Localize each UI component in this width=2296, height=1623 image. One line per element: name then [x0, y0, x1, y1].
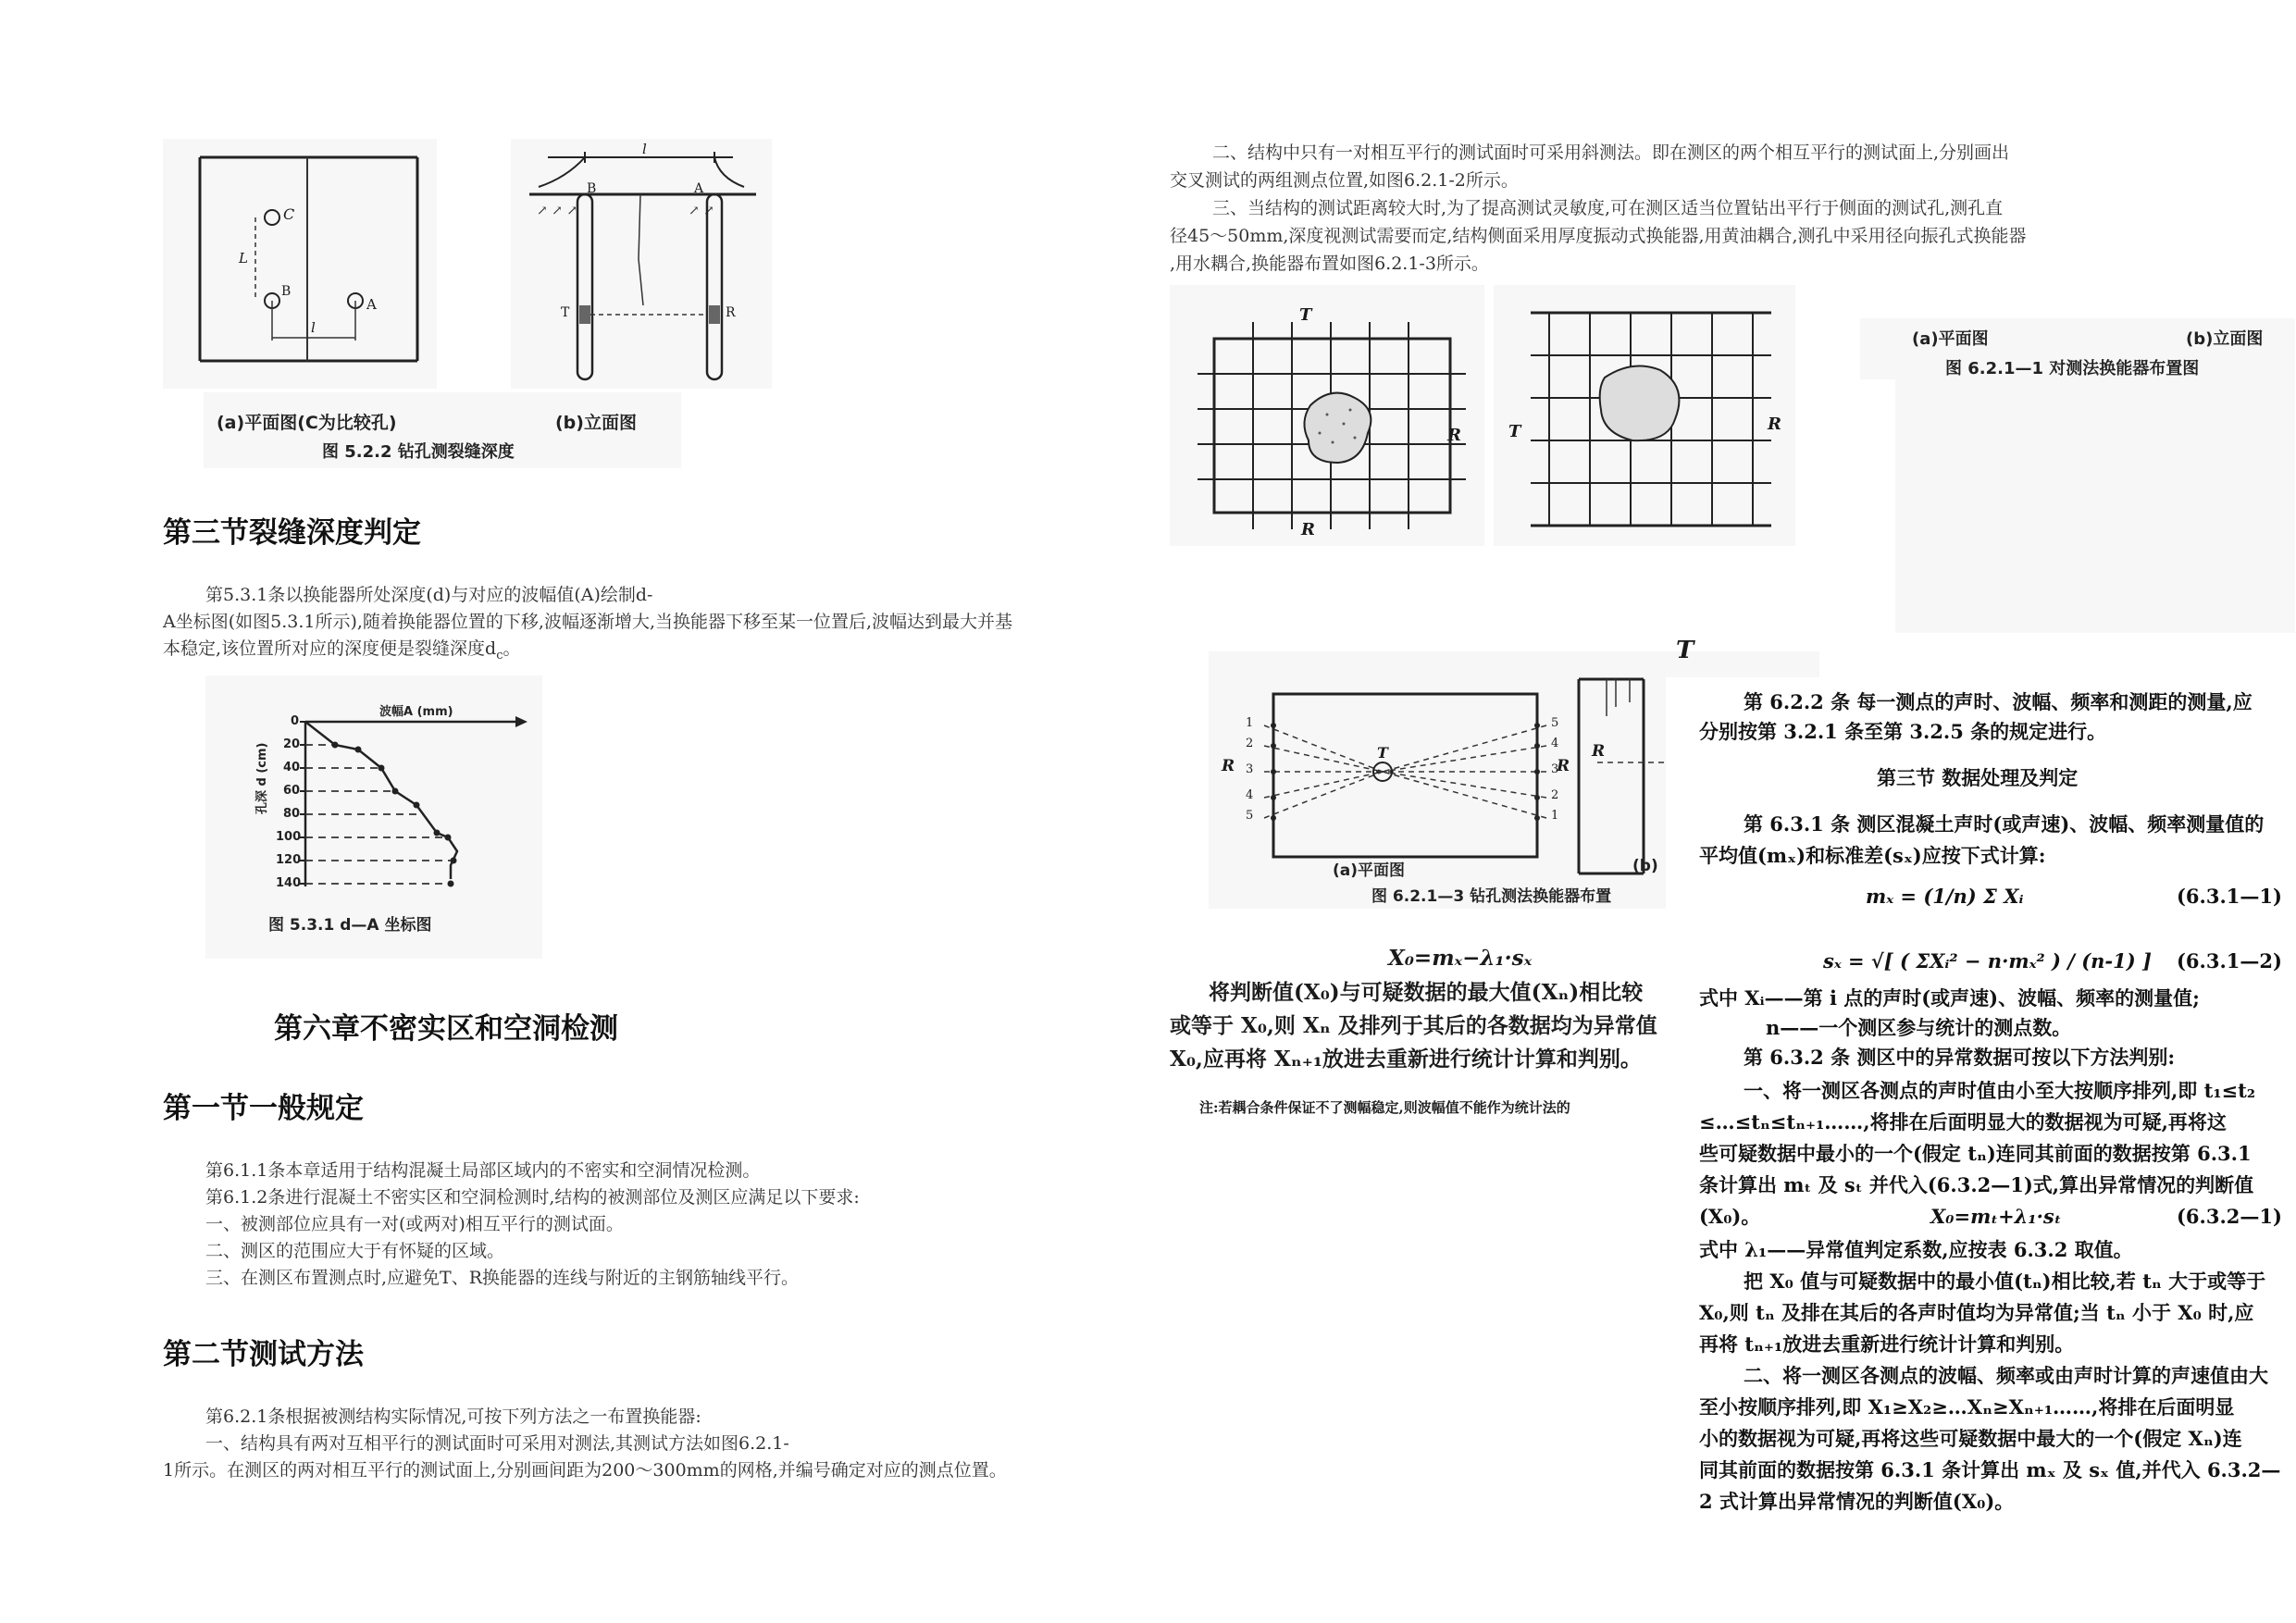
para-line: 2 式计算出异常情况的判断值(X₀)。 [1699, 1490, 2015, 1513]
tick-label: 20 [283, 737, 301, 751]
para-line: 把 X₀ 值与可疑数据中的最小值(tₙ)相比较,若 tₙ 大于或等于 [1744, 1270, 2266, 1293]
caption-elevation: (b)立面图 [555, 413, 637, 433]
svg-text:↗ ↗ ↗: ↗ ↗ ↗ [537, 204, 578, 218]
label-l-upper: L [239, 250, 248, 266]
num-right: 2 [1551, 788, 1559, 802]
para-line: 小的数据视为可疑,再将这些可疑数据中最大的一个(假定 Xₙ)连 [1699, 1427, 2242, 1450]
panel-gap [1860, 379, 1895, 633]
section-heading: 第三节 数据处理及判定 [1877, 766, 2079, 789]
label-r-right: R [1768, 415, 1781, 434]
label-t-center: T [1377, 744, 1388, 762]
num-left: 2 [1246, 737, 1254, 750]
para-line: 第 6.3.1 条 测区混凝土声时(或声速)、波幅、频率测量值的 [1744, 812, 2265, 836]
tick-label: 60 [283, 784, 301, 798]
equation-sx: sₓ = √[ ( ΣXᵢ² − n·mₓ² ) / (n-1) ] [1823, 949, 2152, 973]
label-r-right: R [1447, 426, 1461, 445]
para-line: ,用水耦合,换能器布置如图6.2.1-3所示。 [1170, 254, 1489, 274]
para-line [163, 637, 521, 668]
para-line: ≤…≤tₙ≤tₙ₊₁……,将排在后面明显大的数据视为可疑,再将这 [1699, 1110, 2227, 1134]
label-c: C [283, 205, 295, 223]
tick-label: 140 [276, 876, 302, 890]
tick-label: 40 [283, 761, 301, 774]
para-line: 一、被测部位应具有一对(或两对)相互平行的测试面。 [205, 1214, 624, 1234]
para-line: 三、当结构的测试距离较大时,为了提高测试灵敏度,可在测区适当位置钻出平行于侧面的测试孔,测孔直 [1212, 198, 2004, 218]
para-line: 交叉测试的两组测点位置,如图6.2.1-2所示。 [1170, 170, 1519, 191]
para-line: 或等于 X₀,则 Xₙ 及排列于其后的各数据均为异常值 [1170, 1013, 1657, 1038]
tick-label: 0 [291, 714, 300, 728]
para-line: 第6.2.1条根据被测结构实际情况,可按下列方法之一布置换能器: [205, 1406, 701, 1427]
figure-5-3-1 [205, 675, 542, 959]
tick-label: 80 [283, 807, 301, 821]
num-right: 1 [1551, 809, 1559, 823]
para-line: 一、将一测区各测点的声时值由小至大按顺序排列,即 t₁≤t₂ [1744, 1079, 2256, 1102]
label-t: T [1299, 305, 1312, 325]
para-line: 式中 λ₁——异常值判定系数,应按表 6.3.2 取值。 [1699, 1238, 2133, 1261]
para-line: 第6.1.1条本章适用于结构混凝土局部区域内的不密实和空洞情况检测。 [205, 1160, 761, 1181]
tick-label: 120 [276, 853, 302, 867]
para-line: 二、测区的范围应大于有怀疑的区域。 [205, 1241, 505, 1261]
label-b: B [281, 284, 292, 299]
heading-section-3: 第三节裂缝深度判定 [163, 516, 421, 550]
para-line: 同其前面的数据按第 6.3.1 条计算出 mₓ 及 sₓ 值,并代入 6.3.2— [1699, 1458, 2281, 1481]
para-line: 至小按顺序排列,即 X₁≥X₂≥…Xₙ≥Xₙ₊₁……,将排在后面明显 [1699, 1395, 2235, 1419]
para-line: 二、将一测区各测点的波幅、频率或由声时计算的声速值由大 [1744, 1364, 2268, 1387]
num-right: 3 [1551, 762, 1559, 776]
axis-title-depth: 孔深 d (cm) [255, 742, 269, 814]
para-line: 一、结构具有两对互相平行的测试面时可采用对测法,其测试方法如图6.2.1- [205, 1433, 789, 1454]
para-line: 条计算出 mₜ 及 sₜ 并代入(6.3.2—1)式,算出异常情况的判断值 [1699, 1173, 2254, 1196]
para-line: 将判断值(X₀)与可疑数据的最大值(Xₙ)相比较 [1209, 980, 1644, 1005]
figure-6-2-1-1-caption [1860, 318, 2295, 633]
para-line: X₀,则 tₙ 及排在其后的各声时值均为异常值;当 tₙ 小于 X₀ 时,应 [1699, 1301, 2254, 1324]
para-line: 第 6.3.2 条 测区中的异常数据可按以下方法判别: [1744, 1046, 2176, 1069]
label-elev-r: R [726, 305, 736, 320]
equation-number: (6.3.1—2) [2177, 949, 2282, 973]
para-line: 三、在测区布置测点时,应避免T、R换能器的连线与附近的主钢筋轴线平行。 [205, 1268, 800, 1288]
para-line: (X₀)。 [1699, 1205, 1761, 1228]
label-r-bottom: R [1301, 520, 1315, 539]
figure-5-2-2-elevation [511, 139, 772, 389]
label-l-lower: l [311, 319, 316, 336]
para-line: 第6.1.2条进行混凝土不密实区和空洞检测时,结构的被测部位及测区应满足以下要求: [205, 1187, 860, 1208]
caption-elevation: (b) [1632, 857, 1658, 875]
caption-figure-title: 图 6.2.1—3 钻孔测法换能器布置 [1371, 887, 1612, 906]
svg-text:↗ ↗: ↗ ↗ [689, 204, 714, 218]
para-line: 第5.3.1条以换能器所处深度(d)与对应的波幅值(A)绘制d- [205, 585, 653, 605]
axis-title-amplitude: 波幅A (mm) [379, 705, 453, 719]
equation-x0: X₀=mₜ+λ₁·sₜ [1930, 1205, 2062, 1228]
caption-plan: (a)平面图 [1912, 329, 1989, 349]
para-line: 些可疑数据中最小的一个(假定 tₙ)连同其前面的数据按第 6.3.1 [1699, 1142, 2252, 1165]
para-line: 式中 Xᵢ——第 i 点的声时(或声速)、波幅、频率的测量值; [1699, 986, 2200, 1010]
label-top-t: T [1676, 637, 1694, 664]
caption-plan: (a)平面图 [1333, 861, 1406, 880]
num-left: 3 [1246, 762, 1254, 776]
label-r-left: R [1222, 757, 1235, 775]
caption-plan: (a)平面图(C为比较孔) [217, 413, 397, 433]
subscript: c [496, 648, 503, 663]
para-line: 二、结构中只有一对相互平行的测试面时可采用斜测法。即在测区的两个相互平行的测试面上,分别画出 [1212, 142, 2010, 163]
tick-label: 100 [276, 830, 302, 844]
para-line: 分别按第 3.2.1 条至第 3.2.5 条的规定进行。 [1699, 720, 2107, 743]
para-line: 第 6.2.2 条 每一测点的声时、波幅、频率和测距的测量,应 [1744, 690, 2253, 713]
label-r-right: R [1557, 757, 1570, 775]
equation-number: (6.3.2—1) [2177, 1205, 2282, 1228]
para-line: 再将 tₙ₊₁放进去重新进行统计计算和判别。 [1699, 1332, 2075, 1356]
label-elev-t: T [561, 305, 570, 320]
para-end: 。 [503, 638, 521, 659]
heading-chapter-6: 第六章不密实区和空洞检测 [274, 1012, 618, 1046]
caption-figure-title: 图 6.2.1—1 对测法换能器布置图 [1945, 359, 2200, 378]
para-line: 1所示。在测区的两对相互平行的测试面上,分别画间距为200～300mm的网格,并编号确定对应的测点位置。 [163, 1460, 1007, 1481]
para-line: 平均值(mₓ)和标准差(sₓ)应按下式计算: [1699, 844, 2046, 867]
caption-elevation: (b)立面图 [2186, 329, 2264, 349]
para-line: n——一个测区参与统计的测点数。 [1766, 1016, 2072, 1039]
label-elev-l: l [642, 141, 647, 157]
label-t-left: T [1508, 422, 1521, 441]
formula-x0: X₀=mₓ−λ₁·sₓ [1388, 946, 1533, 971]
footnote: 注:若耦合条件保证不了测幅稳定,则波幅值不能作为统计法的 [1199, 1099, 1570, 1116]
num-left: 1 [1246, 716, 1254, 730]
heading-section-2: 第二节测试方法 [163, 1338, 364, 1371]
equation-mx: mₓ = (1/n) Σ Xᵢ [1866, 885, 2024, 908]
caption-figure-title: 图 5.2.2 钻孔测裂缝深度 [322, 442, 515, 462]
label-a: A [366, 296, 377, 313]
heading-section-1: 第一节一般规定 [163, 1092, 364, 1125]
para-line: A坐标图(如图5.3.1所示),随着换能器位置的下移,波幅逐渐增大,当换能器下移至某一位置后,波幅达到最大并基 [163, 612, 1013, 632]
label-elev-a: A [694, 181, 704, 196]
num-right: 4 [1551, 737, 1559, 750]
figure-5-2-2-plan [163, 139, 437, 389]
figure-5-2-2-caption [204, 392, 681, 468]
label-r-elevation: R [1592, 742, 1606, 761]
equation-number: (6.3.1—1) [2177, 885, 2282, 908]
num-left: 4 [1246, 788, 1254, 802]
figure-caption: 图 5.3.1 d—A 坐标图 [268, 916, 432, 935]
para-line: 径45～50mm,深度视测试需要而定,结构侧面采用厚度振动式换能器,用黄油耦合,测孔中采用径向振孔式换能器 [1170, 226, 2027, 246]
figure-6-2-1-1-plan [1170, 285, 1484, 546]
num-right: 5 [1551, 716, 1559, 730]
para-line: X₀,应再将 Xₙ₊₁放进去重新进行统计计算和判别。 [1170, 1047, 1642, 1072]
label-elev-b: B [587, 181, 597, 196]
num-left: 5 [1246, 809, 1254, 823]
figure-6-2-1-1-elevation [1494, 285, 1795, 546]
para-text: 本稳定,该位置所对应的深度便是裂缝深度d [163, 638, 497, 659]
